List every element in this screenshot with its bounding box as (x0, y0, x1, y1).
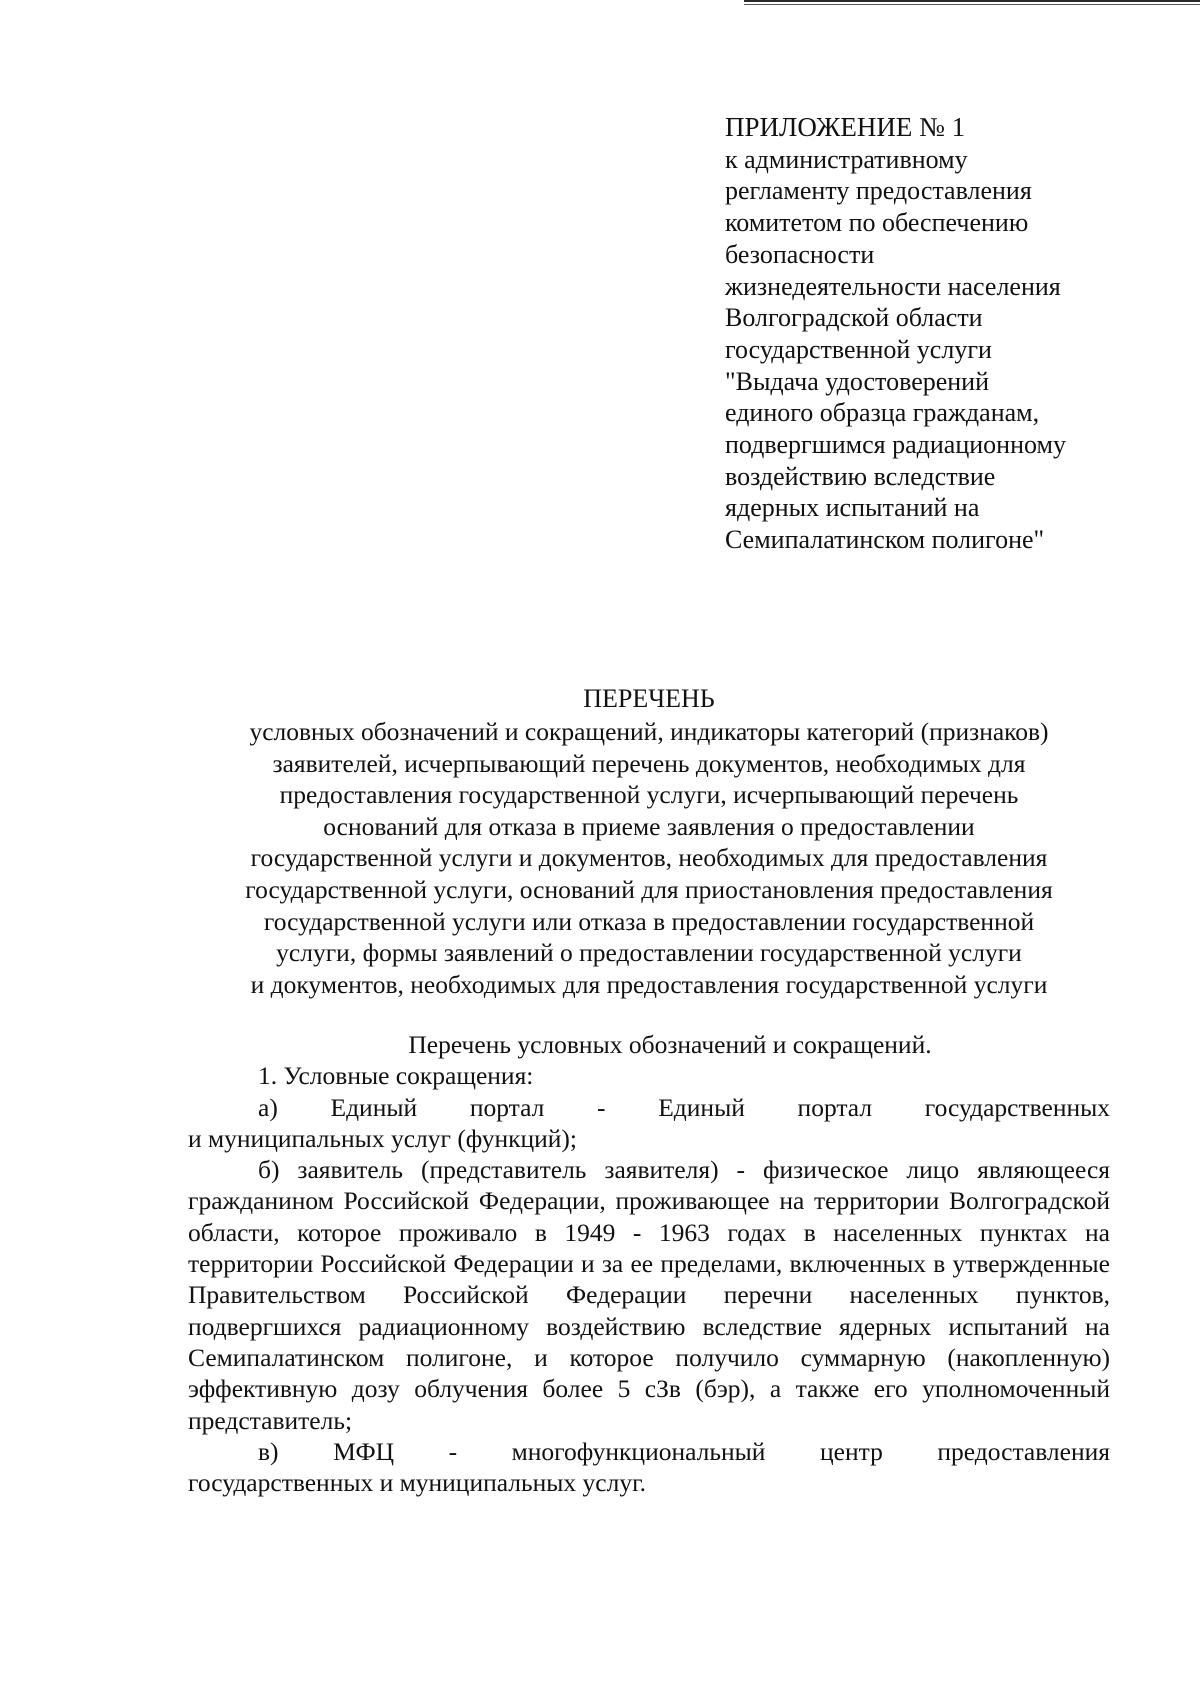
appendix-line: Волгоградской области (725, 303, 983, 333)
appendix-line: ядерных испытаний на (725, 493, 980, 523)
appendix-line: воздействию вследствие (725, 461, 996, 491)
list-item-b: б) заявитель (представитель заявителя) - физическое лицо являющееся гражданином Российской Федерации, проживающее на территории Волгоградской области, которое проживало в 1949 - 1963 годах в населенных пунктах на территории Российской Федерации и за ее пределами, включенных в утвержденные Правительством Российской Федерации перечни населенных пунктов, подвергшихся радиационному воздействию вследствие ядерных испытаний на Семипалатинском полигоне, и которое получило суммарную (накопленную) эффективную дозу облучения более 5 сЗв (бэр), а также его уполномоченный представитель; (188, 1155, 1110, 1435)
appendix-line: единого образца гражданам, (725, 398, 1040, 428)
list-item-a-line1: а) Единый портал - Единый портал государственных (258, 1092, 1110, 1122)
heading-line: условных обозначений и сокращений, индикаторы категорий (признаков) (249, 717, 1049, 746)
appendix-line: комитетом по обеспечению (725, 208, 1029, 238)
appendix-line: регламенту предоставления (725, 176, 1032, 206)
heading-line: предоставления государственной услуги, исчерпывающий перечень (279, 780, 1019, 810)
list-item-a-line2: и муниципальных услуг (функций); (188, 1123, 577, 1153)
appendix-line: подвергшимся радиационному (725, 430, 1066, 460)
appendix-line: государственной услуги (725, 334, 992, 364)
section-title: Перечень условных обозначений и сокращений. (408, 1030, 932, 1059)
list-item-1: 1. Условные сокращения: (258, 1061, 534, 1091)
heading-line: услуги, формы заявлений о предоставлении государственной услуги (276, 938, 1022, 968)
appendix-line: безопасности (725, 239, 875, 269)
heading-title: ПЕРЕЧЕНЬ (583, 684, 715, 713)
appendix-line: жизнедеятельности населения (725, 271, 1061, 301)
document-heading (186, 682, 1112, 1000)
appendix-title: ПРИЛОЖЕНИЕ № 1 (725, 112, 966, 142)
document-body (188, 1029, 1110, 1498)
appendix-block (725, 112, 1125, 556)
appendix-line: "Выдача удостоверений (725, 366, 990, 396)
heading-line: государственной услуги и документов, необходимых для предоставления (250, 843, 1048, 873)
heading-line: заявителей, исчерпывающий перечень документов, необходимых для (272, 748, 1026, 778)
list-item-v-line1: в) МФЦ - многофункциональный центр предоставления (258, 1436, 1110, 1466)
heading-line: и документов, необходимых для предоставления государственной услуги (250, 969, 1048, 999)
appendix-line: к административному (725, 144, 968, 174)
heading-line: оснований для отказа в приеме заявления о предоставлении (323, 811, 975, 841)
list-item-v-line2: государственных и муниципальных услуг. (188, 1468, 647, 1498)
heading-line: государственной услуги или отказа в предоставлении государственной (263, 906, 1035, 936)
top-edge-rule-secondary (744, 4, 1200, 5)
heading-line: государственной услуги, оснований для приостановления предоставления (245, 874, 1053, 904)
appendix-line: Семипалатинском полигоне" (725, 525, 1045, 555)
top-edge-rule (744, 0, 1200, 2)
